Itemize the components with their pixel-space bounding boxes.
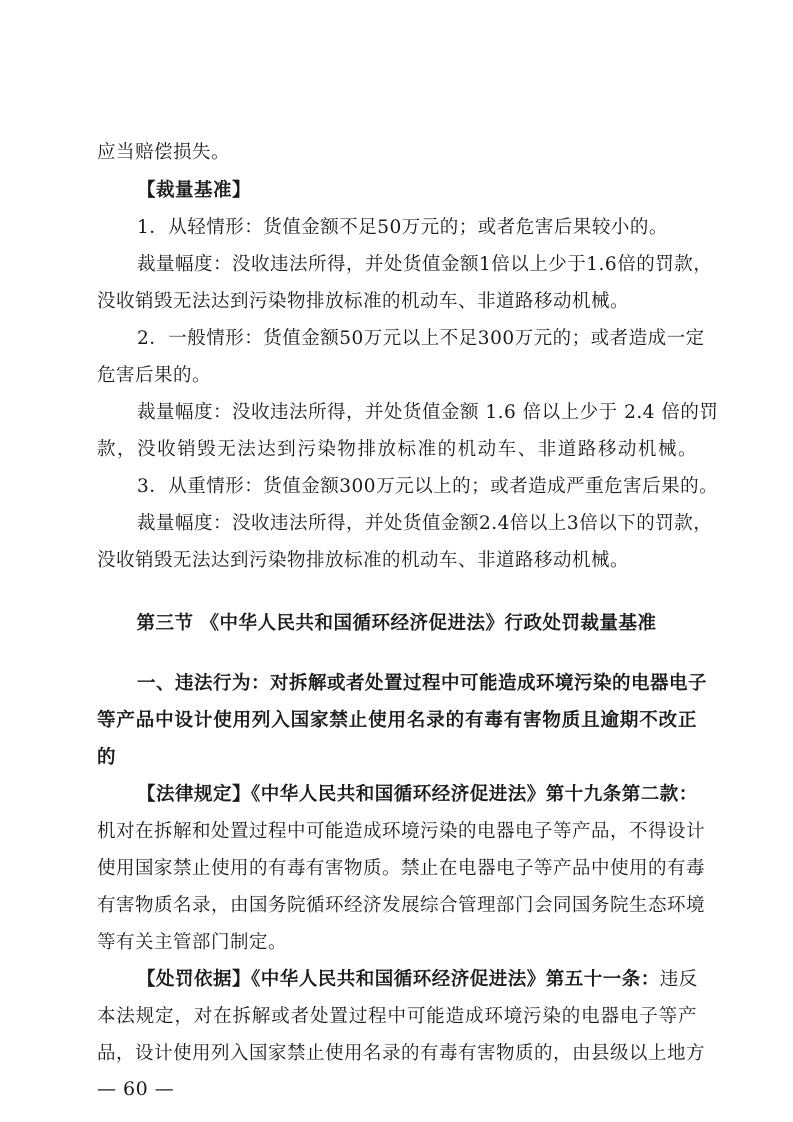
text-line: 品，设计使用列入国家禁止使用名录的有毒有害物质的，由县级以上地方 [97, 1043, 706, 1064]
penalty-basis-heading: 【处罚依据】《中华人民共和国循环经济促进法》第五十一条： [137, 969, 660, 990]
text-line: 本法规定，对在拆解或者处置过程中可能造成环境污染的电器电子等产 [97, 1006, 697, 1027]
violation-heading: 等产品中设计使用列入国家禁止使用名录的有毒有害物质且逾期不改正 [97, 710, 697, 731]
penalty-basis-line [137, 968, 697, 992]
text-line: 没收销毁无法达到污染物排放标准的机动车、非道路移动机械。 [97, 550, 630, 571]
legal-provision-heading: 【法律规定】《中华人民共和国循环经济促进法》第十九条第二款： [137, 784, 698, 805]
violation-heading: 的 [97, 747, 117, 768]
text-line: 使用国家禁止使用的有毒有害物质。禁止在电器电子等产品中使用的有毒 [97, 858, 706, 879]
text-line: 裁量幅度：没收违法所得，并处货值金额1倍以上少于1.6倍的罚款， [137, 254, 713, 275]
text-line: 没收销毁无法达到污染物排放标准的机动车、非道路移动机械。 [97, 291, 630, 312]
text-line: 应当赔偿损失。 [97, 142, 231, 163]
text-line: 危害后果的。 [97, 365, 212, 386]
text-line: 3．从重情形：货值金额300万元以上的；或者造成严重危害后果的。 [137, 476, 719, 497]
text-line: 等有关主管部门制定。 [97, 932, 288, 953]
text-line: 机对在拆解和处置过程中可能造成环境污染的电器电子等产品，不得设计 [97, 821, 706, 842]
text-line: 2．一般情形：货值金额50万元以上不足300万元的；或者造成一定 [137, 328, 705, 349]
violation-heading: 一、违法行为：对拆解或者处置过程中可能造成环境污染的电器电子 [137, 673, 708, 694]
text-line: 款，没收销毁无法达到污染物排放标准的机动车、非道路移动机械。 [97, 439, 697, 460]
text-line: 1．从轻情形：货值金额不足50万元的；或者危害后果较小的。 [137, 217, 668, 238]
text-line: 裁量幅度：没收违法所得，并处货值金额 1.6 倍以上少于 2.4 倍的罚 [137, 402, 719, 423]
heading-discretion-benchmark: 【裁量基准】 [137, 180, 252, 201]
text-line: 有害物质名录，由国务院循环经济发展综合管理部门会同国务院生态环境 [97, 895, 706, 916]
text-line: 裁量幅度：没收违法所得，并处货值金额2.4倍以上3倍以下的罚款， [137, 513, 713, 534]
section-title: 第三节 《中华人民共和国循环经济促进法》行政处罚裁量基准 [136, 613, 657, 634]
text-fragment: 违反 [659, 969, 698, 990]
page-number: — 60 — [97, 1078, 175, 1100]
